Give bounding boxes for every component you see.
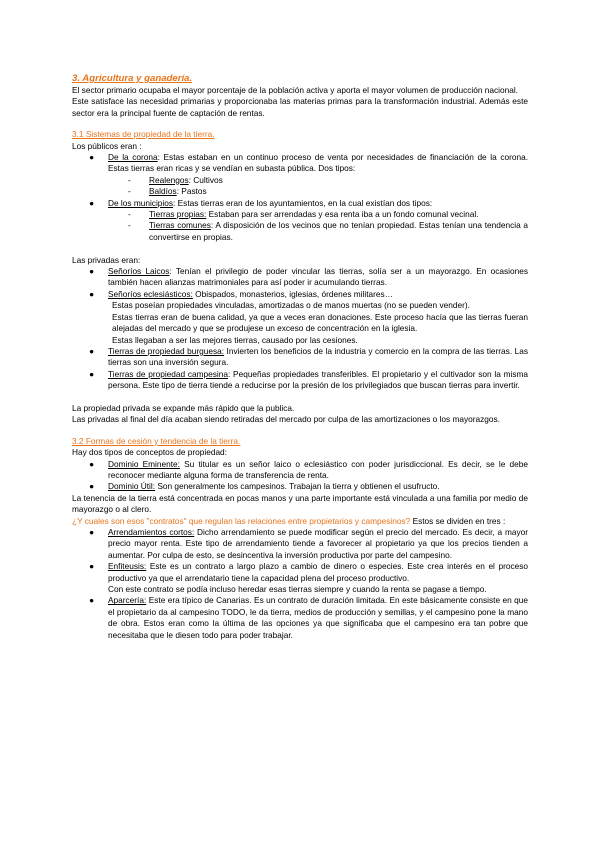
definition: Este es un contrato a largo plazo a cambio de dinero o especies. Este crea interés en el proceso productivo ya que el arrendatario tiene la capacidad plena del proceso productivo. [108, 561, 528, 583]
paragraph: Estas poseían propiedades vinculadas, amortizadas o de manos muertas (no se pueden vender). [112, 300, 470, 311]
term: Dominio Eminente: [108, 458, 180, 469]
list-item [72, 527, 528, 561]
sublist-item [72, 186, 528, 197]
term: Tierras de propiedad burguesa: [108, 345, 225, 356]
term: Señoríos eclesiásticos: [108, 288, 193, 299]
bullet-icon: ● [89, 266, 95, 277]
bullet-icon: ● [89, 288, 95, 299]
question: ¿Y cuales son esos "contratos" que regulan las relaciones entre propietarios y campesinos? [72, 515, 411, 526]
list-item [72, 198, 528, 209]
subsection-title: 3.2 Formas de cesión y tendencia de la tierra. [72, 435, 241, 446]
list-item [72, 481, 528, 492]
bullet-icon: ● [89, 152, 95, 163]
bullet-icon: ● [89, 561, 95, 572]
paragraph: Las privadas al final del día acaban siendo retiradas del mercado por culpa de las amortizaciones o los mayorazgos. [72, 414, 500, 425]
definition: Son generalmente los campesinos. Trabajan la tierra y obtienen el usufructo. [155, 481, 440, 492]
definition: Este era típico de Canarias. Es un contrato de duración limitada. En este básicamente consiste en que el propietario da al campesino TODO, le da tierra, medios de producción y semillas, y el campesino pone la mano de obra. Estos eran como la última de las opciones ya que significaba que el campesino era tan pobre que necesitaba que le diesen todo para poder trabajar. [108, 595, 528, 640]
list-item [72, 561, 528, 584]
definition: Su titular es un señor laico o eclesiástico con poder jurisdiccional. Es decir, se le debe reconocer mediante alguna forma de transferencia de renta. [108, 458, 528, 480]
dash-icon: - [128, 174, 131, 185]
bullet-icon: ● [89, 481, 95, 492]
definition: : Estas estaban en un continuo proceso de venta por necesidades de financiación de la corona. Estas tierras eran ricas y se vendían en subasta pública. Dos tipos: [108, 152, 528, 174]
definition: : Tenían el privilegio de poder vincular las tierras, solía ser a un mayorazgo. En ocasiones también hacen alianzas matrimoniales para así poder ir acumulando tierras. [108, 266, 528, 288]
definition: : A disposición de los vecinos que no tenían propiedad. Estas tenían una tendencia a convertirse en propias. [149, 220, 528, 242]
paragraph: Estas llegaban a ser las mejores tierras, causado por las cesiones. [112, 334, 358, 345]
dash-icon: - [128, 220, 131, 231]
list-item [72, 289, 528, 300]
list-item [72, 152, 528, 175]
definition: Estaban para ser arrendadas y esa renta iba a un fondo comunal vecinal. [206, 209, 479, 220]
subsection-title: 3.1 Sistemas de propiedad de la tierra. [72, 129, 215, 140]
paragraph: Este satisface las necesidad primarias y proporcionaba las materias primas para la transformación industrial. Además este sector era la principal fuente de captación de rentas. [72, 96, 528, 118]
paragraph: Las privadas eran: [72, 254, 141, 265]
list-item [72, 266, 528, 289]
term: Aparcería: [108, 595, 147, 606]
sublist-item [72, 175, 528, 186]
term: Tierras comunes [149, 220, 211, 231]
term: Realengos [149, 174, 189, 185]
list-item [72, 346, 528, 369]
paragraph: Estas tierras eran de buena calidad, ya que a veces eran donaciones. Este proceso hacía que las tierras fueran alejadas del mercado y que se produjese un exceso de concentración en la iglesia. [112, 311, 528, 334]
bullet-icon: ● [89, 345, 95, 356]
list-item [72, 459, 528, 482]
dash-icon: - [128, 186, 131, 197]
paragraph: La propiedad privada se expande más rápido que la publica. [72, 402, 295, 413]
term: Enfiteusis: [108, 561, 147, 572]
definition: Obispados, monasterios, iglesias, órdenes militares… [192, 288, 393, 299]
section-title: 3. Agricultura y ganadería. [72, 73, 193, 84]
paragraph [72, 516, 528, 527]
paragraph: El sector primario ocupaba el mayor porcentaje de la población activa y aporta el mayor volumen de producción nacional. [72, 85, 518, 95]
definition: : Estas tierras eran de los ayuntamientos, en la cual existían dos tipos: [173, 197, 433, 208]
definition: Invierten los beneficios de la industria y comercio en la compra de las tierras. Las tierras son una inversión segura. [108, 345, 528, 368]
paragraph: La tenencia de la tierra está concentrada en pocas manos y una parte importante está vinculada a una familia por medio de mayorazgo o al clero. [72, 492, 528, 515]
bullet-icon: ● [89, 458, 95, 469]
document-page [72, 72, 528, 641]
term: Arrendamientos cortos: [108, 527, 195, 537]
term: Dominio Útil: [108, 481, 156, 492]
bullet-icon: ● [89, 368, 95, 379]
definition: : Pastos [176, 186, 207, 197]
bullet-icon: ● [89, 197, 95, 208]
dash-icon: - [128, 209, 131, 220]
term: De la corona [108, 152, 158, 163]
term: Tierras de propiedad campesina [108, 368, 228, 379]
term: De los municipios [108, 197, 174, 208]
term: Señoríos Laicos [108, 266, 170, 277]
bullet-icon: ● [89, 595, 95, 606]
definition: : Cultivos [188, 174, 223, 185]
sublist-item [72, 209, 528, 220]
sublist-item [72, 220, 528, 243]
list-item [72, 369, 528, 392]
paragraph: Con este contrato se podía incluso heredar esas tierras siempre y cuando la renta se pagase a tiempo. [108, 584, 487, 595]
definition: : Pequeñas propiedades transferibles. El propietario y el cultivador son la misma persona. Este tipo de tierra tiende a reducirse por la presión de los privilegiados que buscan tierras para invertir. [108, 368, 528, 391]
term: Tierras propias: [149, 209, 207, 220]
term: Baldíos [149, 186, 177, 197]
paragraph: Los públicos eran : [72, 140, 142, 151]
paragraph: Hay dos tipos de conceptos de propiedad: [72, 447, 227, 458]
definition: Dicho arrendamiento se puede modificar según el precio del mercado. Es decir, a mayor precio mayor renta. Este tipo de arrendamiento tiende a favorecer al propietario ya que los precios tienden a aumentar. Por culpa de esto, se desincentiva la inversión productiva por parte del campesino. [108, 527, 528, 560]
list-item [72, 595, 528, 641]
question-tail: Estos se dividen en tres : [410, 515, 506, 526]
bullet-icon: ● [89, 527, 95, 537]
